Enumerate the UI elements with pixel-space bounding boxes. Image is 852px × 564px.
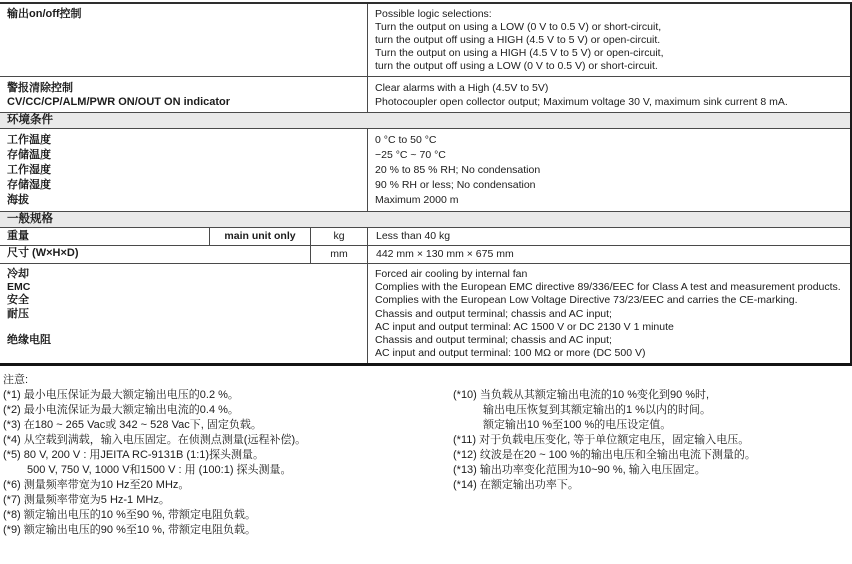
value-line: Turn the output on using a HIGH (4.5 V to 5 V) or open-circuit, [375, 47, 664, 59]
label-text: 工作湿度 [7, 164, 51, 176]
value-line: Chassis and output terminal; chassis and AC input; [375, 307, 612, 320]
row-environment [0, 129, 850, 211]
value-line: turn the output off using a LOW (0 V to 0.5 V) or short-circuit. [375, 60, 658, 72]
sub-label-text: main unit only [224, 230, 296, 242]
row-output-control-value [368, 4, 850, 76]
value-line: turn the output off using a HIGH (4.5 V to 5 V) or open-circuit. [375, 34, 661, 46]
unit-text: kg [333, 230, 345, 242]
row-alarm-indicator-label [0, 77, 368, 112]
footnote: (*3) 在180 ~ 265 Vac或 342 ~ 528 Vac下, 固定负载。 [3, 419, 262, 432]
specifications-table [0, 2, 852, 366]
label-text: 警报清除控制 [7, 82, 73, 94]
value-line: 20 % to 85 % RH; No condensation [375, 164, 541, 176]
row-environment-values [368, 129, 850, 211]
row-alarm-indicator-value [368, 77, 850, 112]
section-header-general: 一般规格 [0, 211, 850, 228]
footnotes-title: 注意: [3, 374, 29, 387]
footnote: (*10) 当负载从其额定输出电流的10 %变化到90 %时, [453, 389, 710, 402]
label-text: 绝缘电阻 [7, 333, 51, 346]
row-output-control-label [0, 4, 368, 76]
value-line: Clear alarms with a High (4.5V to 5V) [375, 82, 549, 94]
label-text: 耐压 [7, 307, 29, 320]
value-line: Maximum 2000 m [375, 194, 459, 206]
footnote: (*7) 测量频率带宽为5 Hz-1 MHz。 [3, 494, 170, 507]
row-dimensions [0, 245, 850, 263]
label-text: 存储温度 [7, 149, 51, 161]
label-text: CV/CC/CP/ALM/PWR ON/OUT ON indicator [7, 96, 231, 108]
footnote-continuation: 额定输出10 %至100 %的电压设定值。 [483, 419, 672, 432]
row-output-control [0, 4, 850, 76]
row-weight-label [0, 228, 210, 245]
section-header-environment: 环境条件 [0, 112, 850, 129]
footnote-continuation: 500 V, 750 V, 1000 V和1500 V : 用 (100:1) 探头测量。 [27, 464, 292, 477]
label-text: 海拔 [7, 194, 29, 206]
row-dimensions-value [368, 246, 850, 263]
footnote: (*2) 最小电流保证为最大额定输出电流的0.4 %。 [3, 404, 239, 417]
label-text: 输出on/off控制 [7, 8, 82, 20]
value-line: Forced air cooling by internal fan [375, 268, 528, 280]
label-text: 安全 [7, 294, 29, 307]
row-general-specs-labels [0, 264, 368, 363]
label-spacer [7, 321, 363, 334]
footnote: (*12) 纹波是在20 ~ 100 %的输出电压和全输出电流下测量的。 [453, 449, 756, 462]
value-line: 442 mm × 130 mm × 675 mm [376, 248, 514, 260]
footnotes [0, 373, 852, 538]
footnote: (*14) 在额定输出功率下。 [453, 479, 579, 492]
label-spacer [7, 347, 363, 360]
footnote: (*9) 额定输出电压的90 %至10 %, 带额定电阻负载。 [3, 524, 257, 537]
row-weight-sub-label [210, 228, 311, 245]
value-line: Possible logic selections: [375, 8, 492, 20]
footnote: (*1) 最小电压保证为最大额定输出电压的0.2 %。 [3, 389, 239, 402]
label-text: 尺寸 (W×H×D) [7, 247, 79, 259]
row-environment-labels [0, 129, 368, 211]
row-weight [0, 228, 850, 245]
footnotes-right-column [453, 388, 756, 493]
footnote: (*13) 输出功率变化范围为10~90 %, 输入电压固定。 [453, 464, 706, 477]
footnote: (*11) 对于负载电压变化, 等于单位额定电压，固定输入电压。 [453, 434, 750, 447]
row-weight-value [368, 228, 850, 245]
row-general-specs-values [368, 264, 850, 363]
label-text: EMC [7, 281, 31, 294]
value-line: Photocoupler open collector output; Maximum voltage 30 V, maximum sink current 8 mA. [375, 96, 788, 108]
value-line: Less than 40 kg [376, 230, 451, 242]
footnote: (*5) 80 V, 200 V : 用JEITA RC-9131B (1:1)探头测量。 [3, 449, 265, 462]
value-line: Chassis and output terminal; chassis and AC input; [375, 333, 612, 346]
row-alarm-indicator [0, 76, 850, 112]
value-line: AC input and output terminal: 100 MΩ or more (DC 500 V) [375, 347, 646, 360]
label-text: 存储湿度 [7, 179, 51, 191]
footnote: (*4) 从空载到满载，输入电压固定。在侦测点测量(远程补偿)。 [3, 434, 307, 447]
value-line: Complies with the European Low Voltage Directive 73/23/EEC and carries the CE-marking. [375, 294, 798, 307]
row-general-specs [0, 263, 850, 363]
value-line: Turn the output on using a LOW (0 V to 0.5 V) or short-circuit, [375, 21, 662, 33]
row-weight-unit [311, 228, 368, 245]
value-line: 0 °C to 50 °C [375, 134, 437, 146]
value-line: −25 °C ~ 70 °C [375, 149, 446, 161]
value-line: AC input and output terminal: AC 1500 V or DC 2130 V 1 minute [375, 320, 674, 333]
value-line: Complies with the European EMC directive 89/336/EEC for Class A test and measurement products. [375, 281, 841, 294]
row-dimensions-label [0, 246, 311, 263]
label-text: 重量 [7, 230, 29, 242]
label-text: 工作温度 [7, 134, 51, 146]
value-line: 90 % RH or less; No condensation [375, 179, 536, 191]
row-dimensions-unit [311, 246, 368, 263]
footnote: (*8) 额定输出电压的10 %至90 %, 带额定电阻负载。 [3, 509, 257, 522]
footnote-continuation: 输出电压恢复到其额定输出的1 %以内的时间。 [483, 404, 711, 417]
unit-text: mm [330, 248, 348, 260]
footnote: (*6) 测量频率带宽为10 Hz至20 MHz。 [3, 479, 190, 492]
label-text: 冷却 [7, 268, 29, 280]
